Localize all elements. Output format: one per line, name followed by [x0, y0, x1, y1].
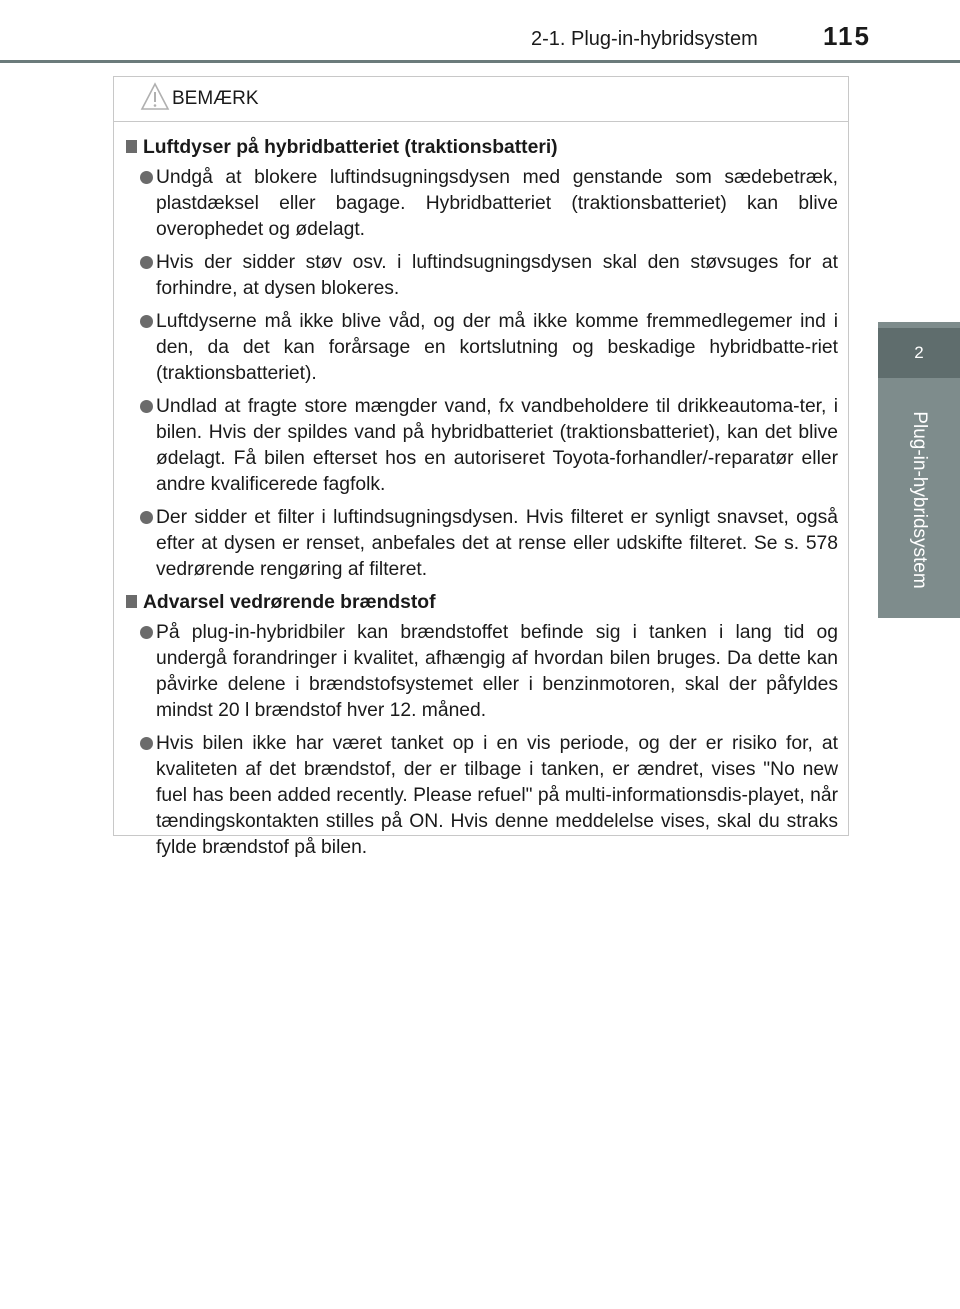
bullet-item	[126, 250, 838, 302]
bullet-item	[126, 505, 838, 583]
bullet-dot-icon	[140, 171, 153, 184]
bullet-item	[126, 394, 838, 498]
bullet-dot-icon	[140, 626, 153, 639]
header-divider	[0, 60, 960, 63]
notice-section	[126, 590, 838, 861]
square-bullet-icon	[126, 140, 137, 153]
notice-section	[126, 135, 838, 583]
square-bullet-icon	[126, 595, 137, 608]
notice-box	[113, 76, 849, 858]
section-heading-text: Luftdyser på hybridbatteriet (traktionsbatteri)	[143, 137, 558, 158]
bullet-text: Luftdyserne må ikke blive våd, og der må ikke komme fremmedlegemer ind i den, da det kan forårsage en kortslutning og beskadige hybridbatte-riet (traktionsbatteriet).	[156, 311, 838, 384]
section-heading-text: Advarsel vedrørende brændstof	[143, 592, 436, 613]
bullet-dot-icon	[140, 511, 153, 524]
section-title: 2-1. Plug-in-hybridsystem	[531, 28, 758, 50]
page-number: 115	[823, 21, 871, 51]
notice-title: BEMÆRK	[172, 88, 259, 109]
bullet-text: Hvis der sidder støv osv. i luftindsugningsdysen skal den støvsuges for at forhindre, at dysen blokeres.	[156, 252, 838, 299]
bullet-dot-icon	[140, 400, 153, 413]
bullet-item	[126, 309, 838, 387]
notice-header	[114, 77, 848, 122]
bullet-item	[126, 165, 838, 243]
bullet-dot-icon	[140, 737, 153, 750]
bullet-text: Der sidder et filter i luftindsugningsdysen. Hvis filteret er synligt snavset, også efter at dysen er renset, anbefales det at rense eller udskifte filteret. Se s. 578 vedrørende rengøring af filteret.	[156, 507, 838, 580]
bullet-text: Undgå at blokere luftindsugningsdysen med genstande som sædebetræk, plastdæksel eller bagage. Hybridbatteriet (traktionsbatteriet) kan blive overophedet og ødelagt.	[156, 167, 838, 240]
bullet-item	[126, 620, 838, 724]
notice-body	[126, 135, 838, 868]
bullet-text: Undlad at fragte store mængder vand, fx vandbeholdere til drikkeautoma-ter, i bilen. Hvis der spildes vand på hybridbatteriet (traktionsbatteriet), kan det blive ødelagt. Få bilen efterset hos en autoriseret Toyota-forhandler/-reparatør eller andre kvalificerede fagfolk.	[156, 396, 838, 495]
bullet-text: Hvis bilen ikke har været tanket op i en vis periode, og der er risiko for, at kvaliteten af det brændstof, der er tilbage i tanken, er ændret, vises "No new fuel has been added recently. Please refuel" på multi-informationsdis-playet, når tændingskontakten stilles på ON. Hvis denne meddelelse vises, skal du straks fylde brændstof på bilen.	[156, 733, 838, 858]
section-heading	[126, 590, 838, 616]
bullet-item	[126, 731, 838, 861]
bullet-dot-icon	[140, 315, 153, 328]
chapter-tab-number: 2	[878, 328, 960, 378]
section-heading	[126, 135, 838, 161]
warning-triangle-icon	[140, 82, 170, 117]
bullet-dot-icon	[140, 256, 153, 269]
bullet-text: På plug-in-hybridbiler kan brændstoffet befinde sig i tanken i lang tid og undergå forandringer i kvalitet, afhængig af hvordan bilen bruges. Da dette kan påvirke delene i brændstofsystemet eller i benzinmotoren, skal der påfyldes mindst 20 l brændstof hver 12. måned.	[156, 622, 838, 721]
chapter-tab-label: Plug-in-hybridsystem	[909, 411, 930, 589]
